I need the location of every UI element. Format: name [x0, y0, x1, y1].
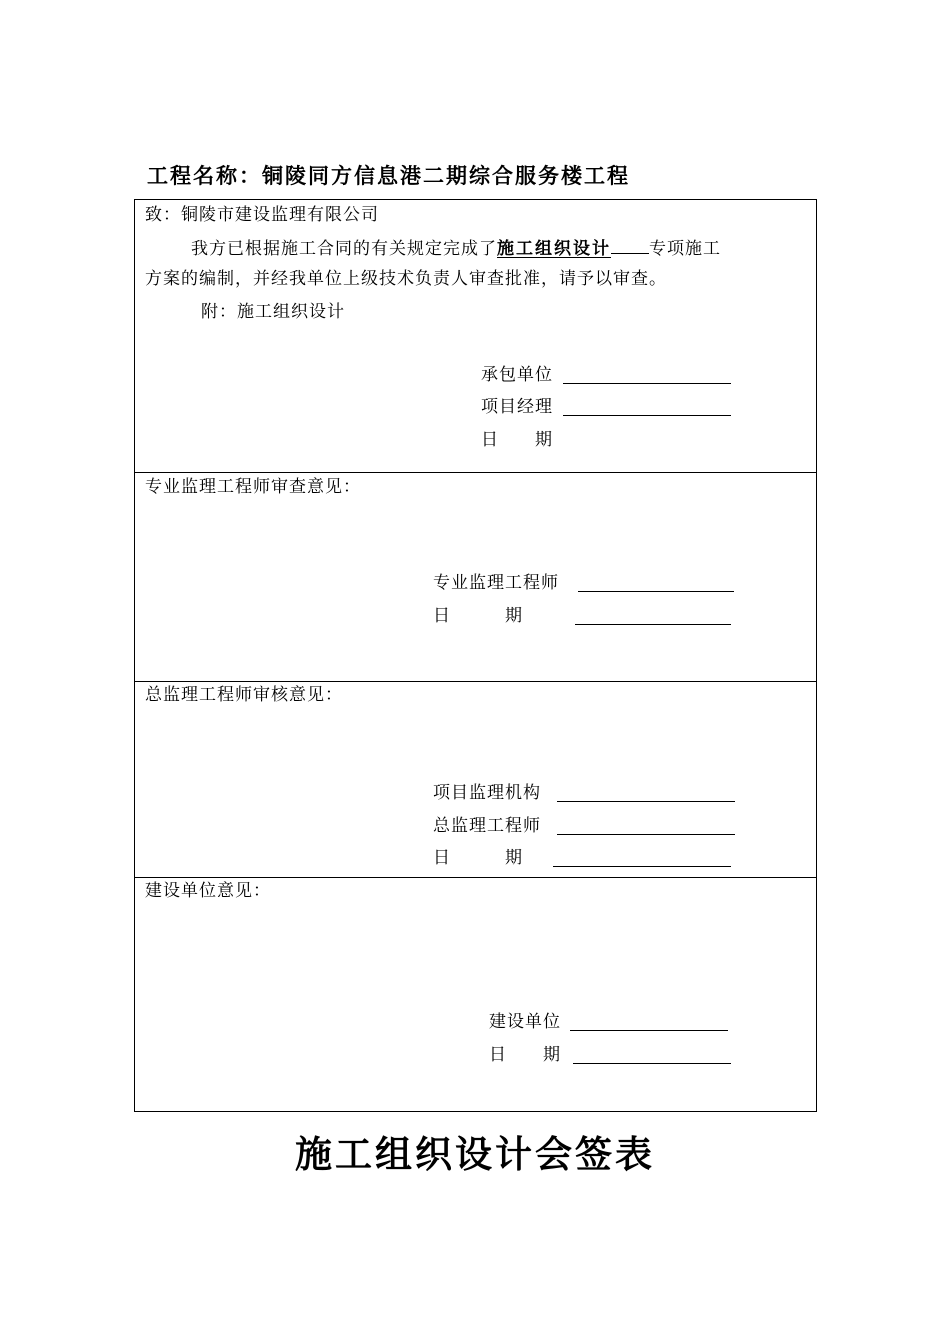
chief-engineer-audit-section: [135, 682, 816, 878]
owner-opinion-section: [135, 878, 816, 1111]
specialist-review-heading: 专业监理工程师审查意见：: [145, 477, 361, 497]
chief-date-line[interactable]: [553, 866, 731, 867]
contractor-label: 承包单位: [481, 365, 553, 385]
contractor-date-label: 日 期: [481, 430, 553, 450]
specialist-engineer-review-section: [135, 473, 816, 682]
document-title: 施工组织设计会签表: [295, 1132, 655, 1176]
body-text-part1: 我方已根据施工合同的有关规定完成了: [191, 239, 497, 259]
supervision-agency-signature-line[interactable]: [557, 801, 735, 802]
approval-form-table: [134, 199, 817, 1112]
owner-opinion-heading: 建设单位意见：: [145, 881, 271, 901]
chief-engineer-label: 总监理工程师: [433, 816, 541, 836]
scheme-name: 施工组织设计: [497, 239, 611, 259]
contractor-submission-section: [135, 200, 816, 473]
contractor-signature-line[interactable]: [563, 383, 731, 384]
body-text-part2: 专项施工: [649, 239, 721, 259]
submission-body-line2: 方案的编制，并经我单位上级技术负责人审查批准，请予以审查。: [145, 269, 667, 289]
specialist-date-label: 日 期: [433, 606, 523, 626]
chief-engineer-signature-line[interactable]: [557, 834, 735, 835]
supervision-agency-label: 项目监理机构: [433, 783, 541, 803]
specialist-date-line[interactable]: [575, 624, 731, 625]
chief-audit-heading: 总监理工程师审核意见：: [145, 685, 343, 705]
project-manager-signature-line[interactable]: [563, 415, 731, 416]
specialist-engineer-label: 专业监理工程师: [433, 573, 559, 593]
specialist-engineer-signature-line[interactable]: [578, 591, 734, 592]
owner-date-line[interactable]: [573, 1063, 731, 1064]
owner-label: 建设单位: [489, 1012, 561, 1032]
project-title: 工程名称：铜陵同方信息港二期综合服务楼工程: [147, 163, 630, 188]
attachment-note: 附：施工组织设计: [201, 302, 345, 322]
owner-date-label: 日 期: [489, 1045, 561, 1065]
addressee: 致：铜陵市建设监理有限公司: [145, 205, 379, 225]
owner-signature-line[interactable]: [570, 1030, 728, 1031]
submission-body-line1: [191, 237, 721, 259]
chief-date-label: 日 期: [433, 848, 523, 868]
project-manager-label: 项目经理: [481, 397, 553, 417]
scheme-name-underline: [611, 237, 649, 254]
